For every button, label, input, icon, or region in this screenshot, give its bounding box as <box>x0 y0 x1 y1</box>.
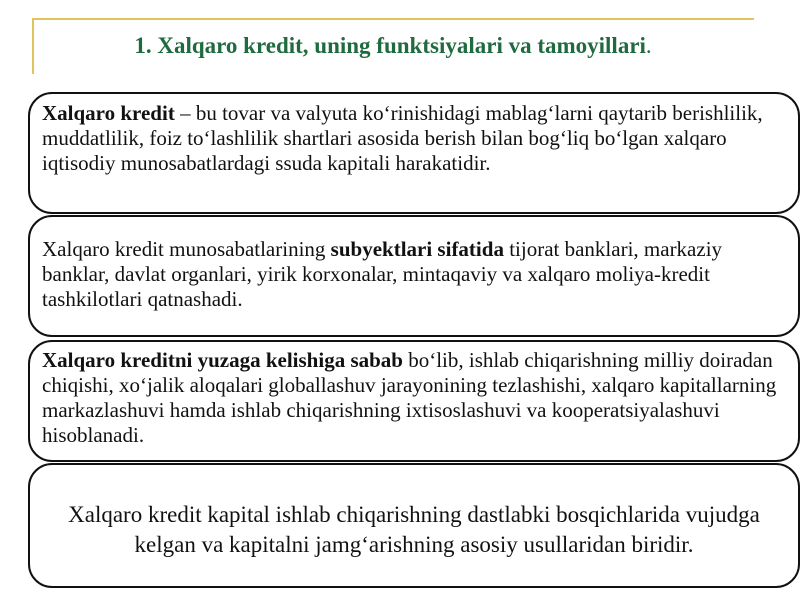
slide-title-text: 1. Xalqaro kredit, uning funktsiyalari va tamoyillari <box>134 33 646 58</box>
slide-title <box>34 30 752 62</box>
reasons-term: Xalqaro kreditni yuzaga kelishiga sabab <box>42 348 403 372</box>
summary-box <box>28 463 800 588</box>
subjects-term: subyektlari sifatida <box>330 237 504 261</box>
definition-text: – bu tovar va valyuta ko‘rinishidagi mablag‘larni qaytarib berishlilik, muddatlilik, foiz to‘lashlilik shartlari asosida berish bilan bog‘liq bo‘lgan xalqaro iqtisodiy munosabatlardagi ssuda kapitali harakatidir. <box>42 101 763 175</box>
subjects-box <box>28 215 800 337</box>
definition-term: Xalqaro kredit <box>42 101 175 125</box>
summary-text: Xalqaro kredit kapital ishlab chiqarishning dastlabki bosqichlarida vujudga kelgan va kapitalni jamg‘arishning asosiy usullaridan biridir. <box>68 502 760 557</box>
title-rule-top <box>32 18 754 20</box>
subjects-text-after: tijorat banklari, markaziy banklar, davlat organlari, yirik korxonalar, mintaqaviy va xalqaro moliya-kredit tashkilotlari qatnashadi. <box>42 237 723 311</box>
subjects-text-before: Xalqaro kredit munosabatlarining <box>42 237 331 261</box>
definition-box <box>28 92 800 214</box>
reasons-box <box>28 340 800 462</box>
reasons-text: bo‘lib, ishlab chiqarishning milliy doiradan chiqishi, xo‘jalik aloqalari globallashuv jarayonining tezlashishi, xalqaro kapitallarning markazlashuvi hamda ishlab chiqarishning ixtisoslashuvi va kooperatsiyalashuvi hisoblanadi. <box>42 348 777 447</box>
slide-title-suffix: . <box>645 33 652 58</box>
